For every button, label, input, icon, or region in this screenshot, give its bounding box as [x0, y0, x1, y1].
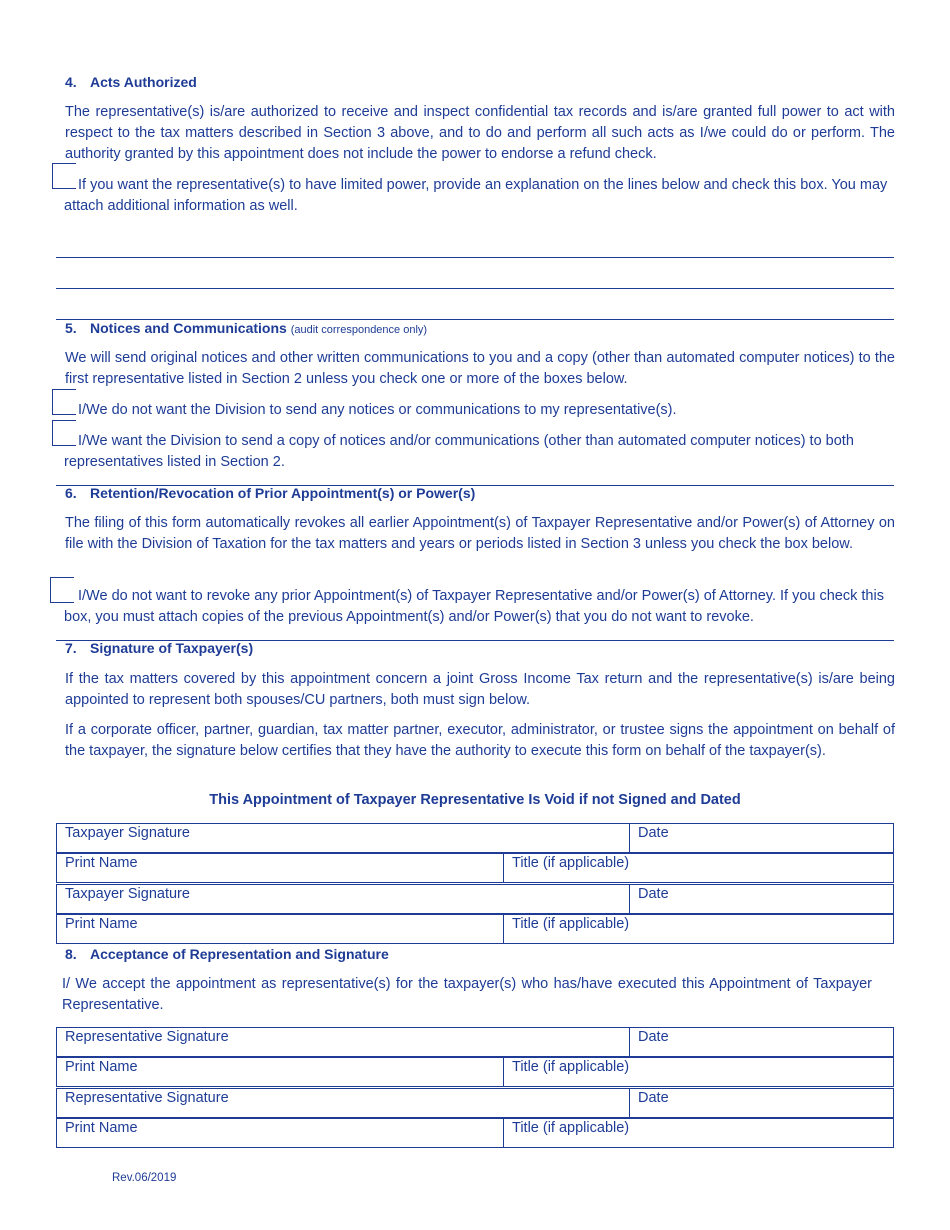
- taxpayer-signature-row-1: [56, 823, 894, 853]
- section-7-paragraph-2: If a corporate officer, partner, guardian, tax matter partner, executor, administrator, or trustee signs the appointment on behalf of the taxpayer, the signature below certifies that they have the authority to execute this form on behalf of the taxpayer(s).: [65, 722, 895, 759]
- section-6-title: Retention/Revocation of Prior Appointment(s) or Power(s): [90, 485, 476, 501]
- section-5-number: 5.: [65, 320, 77, 336]
- section-5-paragraph: We will send original notices and other written communications to you and a copy (other than automated computer notices) to the first representative listed in Section 2 unless you check one or more of the boxes below.: [65, 350, 895, 387]
- section-8-number: 8.: [65, 946, 77, 962]
- rep-signature-row-1: [56, 1027, 894, 1057]
- rep-signature-field-1[interactable]: [57, 1028, 629, 1056]
- taxpayer-title-field-1[interactable]: [503, 854, 892, 882]
- title-label: Title (if applicable): [512, 916, 630, 932]
- section-8-paragraph: I/ We accept the appointment as representative(s) for the taxpayer(s) who has/have executed this Appointment of Taxpayer Representative.: [62, 976, 872, 1013]
- taxpayer-title-field-2[interactable]: [503, 915, 892, 943]
- no-revoke-text: I/We do not want to revoke any prior Appointment(s) of Taxpayer Representative and/or Power(s) of Attorney. If you check this box, you must attach copies of the previous Appointment(s) and/or Power(s) that you do not want to revoke.: [64, 588, 884, 625]
- section-8-heading: [65, 946, 389, 962]
- rep-signature-label: Representative Signature: [65, 1029, 229, 1045]
- title-label: Title (if applicable): [512, 1059, 630, 1075]
- taxpayer-signature-field-2[interactable]: [57, 885, 629, 913]
- section-4-title: Acts Authorized: [90, 74, 197, 90]
- taxpayer-print-name-field-1[interactable]: [57, 854, 503, 882]
- rep-name-row-1: [56, 1057, 894, 1087]
- taxpayer-signature-label: Taxpayer Signature: [65, 886, 190, 902]
- void-notice: This Appointment of Taxpayer Representative Is Void if not Signed and Dated: [209, 792, 741, 808]
- section-7-title: Signature of Taxpayer(s): [90, 640, 254, 656]
- print-name-label: Print Name: [65, 916, 138, 932]
- print-name-label: Print Name: [65, 855, 138, 871]
- section-5-title: Notices and Communications: [90, 320, 287, 336]
- section-7-number: 7.: [65, 640, 77, 656]
- taxpayer-name-row-2: [56, 914, 894, 944]
- print-name-label: Print Name: [65, 1059, 138, 1075]
- limited-power-text: If you want the representative(s) to have limited power, provide an explanation on the lines below and check this box. You may attach additional information as well.: [64, 177, 888, 214]
- rep-date-field-2[interactable]: [629, 1089, 892, 1117]
- section-5-subtitle: (audit correspondence only): [290, 324, 428, 336]
- rep-signature-field-2[interactable]: [57, 1089, 629, 1117]
- date-label: Date: [638, 1090, 669, 1106]
- date-label: Date: [638, 1029, 669, 1045]
- no-notices-text: I/We do not want the Division to send any notices or communications to my representative(s).: [78, 402, 677, 418]
- rep-name-row-2: [56, 1118, 894, 1148]
- section-4-paragraph: The representative(s) is/are authorized to receive and inspect confidential tax records and is/are granted full power to act with respect to the tax matters described in Section 3 above, and to do and perform all such acts as I/we could do or perform. The authority granted by this appointment does not include the power to endorse a refund check.: [65, 104, 895, 162]
- rep-signature-row-2: [56, 1088, 894, 1118]
- section-4-heading: [65, 74, 197, 90]
- section-4-number: 4.: [65, 74, 77, 90]
- rep-title-field-1[interactable]: [503, 1058, 892, 1086]
- date-label: Date: [638, 825, 669, 841]
- taxpayer-signature-field-1[interactable]: [57, 824, 629, 852]
- section-7-paragraph-1: If the tax matters covered by this appointment concern a joint Gross Income Tax return and the representative(s) is/are being appointed to represent both spouses/CU partners, both must sign below.: [65, 671, 895, 708]
- taxpayer-date-field-1[interactable]: [629, 824, 892, 852]
- rep-print-name-field-1[interactable]: [57, 1058, 503, 1086]
- copy-both-reps-text: I/We want the Division to send a copy of notices and/or communications (other than automated computer notices) to both representatives listed in Section 2.: [64, 433, 854, 470]
- title-label: Title (if applicable): [512, 855, 630, 871]
- section-5-heading: [65, 320, 427, 336]
- revision-label: Rev.06/2019: [112, 1172, 177, 1184]
- no-notices-checkbox[interactable]: [52, 389, 76, 415]
- section-7-heading: [65, 640, 253, 656]
- print-name-label: Print Name: [65, 1120, 138, 1136]
- explanation-line-1[interactable]: [56, 257, 894, 258]
- date-label: Date: [638, 886, 669, 902]
- taxpayer-signature-row-2: [56, 884, 894, 914]
- title-label: Title (if applicable): [512, 1120, 630, 1136]
- taxpayer-date-field-2[interactable]: [629, 885, 892, 913]
- rep-date-field-1[interactable]: [629, 1028, 892, 1056]
- explanation-line-2[interactable]: [56, 288, 894, 289]
- section-6-heading: [65, 485, 475, 501]
- section-6-number: 6.: [65, 485, 77, 501]
- rep-signature-label: Representative Signature: [65, 1090, 229, 1106]
- taxpayer-print-name-field-2[interactable]: [57, 915, 503, 943]
- taxpayer-signature-label: Taxpayer Signature: [65, 825, 190, 841]
- rep-title-field-2[interactable]: [503, 1119, 892, 1147]
- taxpayer-name-row-1: [56, 853, 894, 883]
- section-6-paragraph: The filing of this form automatically revokes all earlier Appointment(s) of Taxpayer Representative and/or Power(s) of Attorney on file with the Division of Taxation for the tax matters and years or periods listed in Section 3 unless you check the box below.: [65, 515, 895, 552]
- section-8-title: Acceptance of Representation and Signature: [90, 946, 389, 962]
- rep-print-name-field-2[interactable]: [57, 1119, 503, 1147]
